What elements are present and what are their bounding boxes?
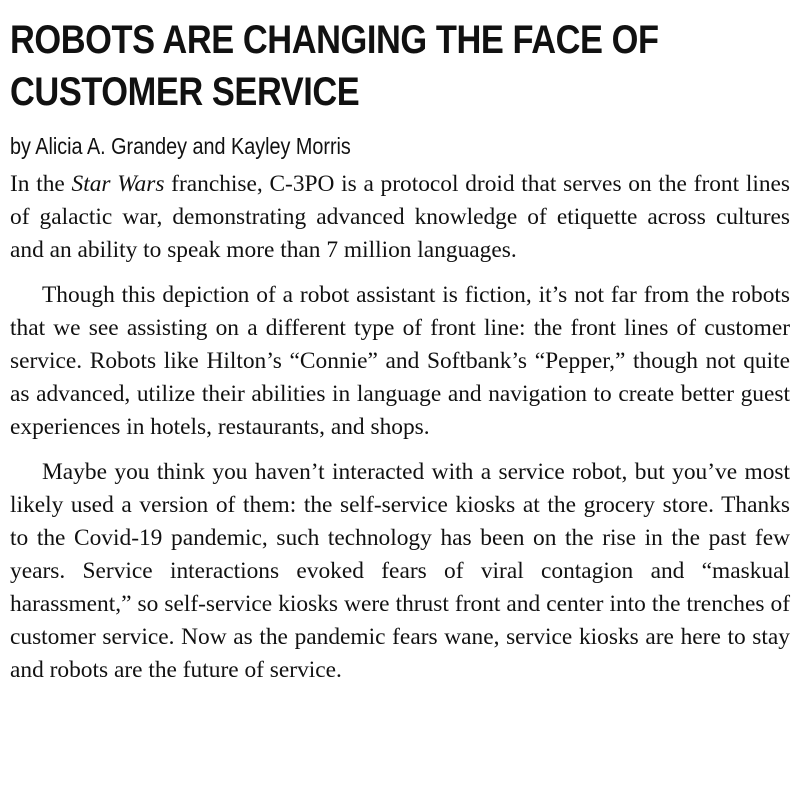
paragraph-1-lead: In the (10, 171, 72, 197)
paragraph-1-italic: Star Wars (71, 171, 165, 197)
paragraph-1-rest: franchise, C-3PO is a protocol droid that serves on the front lines of galactic war, demonstrating advanced knowledge of etiquette across cultures and an ability to speak more than 7 million languages. (10, 171, 791, 263)
article-title (10, 14, 788, 118)
title-line-2: CUSTOMER SERVICE (10, 70, 360, 114)
paragraph-1 (10, 168, 790, 267)
article (10, 14, 790, 687)
paragraph-3: Maybe you think you haven’t interacted with a service robot, but you’ve most likely used a version of them: the self-service kiosks at the grocery store. Thanks to the Covid-19 pandemic, such technology has been on the rise in the past few years. Service interactions evoked fears of viral contagion and “maskual harassment,” so self-service kiosks were thrust front and center into the trenches of customer service. Now as the pandemic fears wane, service kiosks are here to stay and robots are the future of service. (10, 459, 790, 683)
byline: by Alicia A. Grandey and Kayley Morris (10, 133, 351, 159)
title-line-1: ROBOTS ARE CHANGING THE FACE OF (10, 18, 659, 62)
paragraph-2: Though this depiction of a robot assistant is fiction, it’s not far from the robots that we see assisting on a different type of front line: the front lines of customer service. Robots like Hilton’s “Connie” and Softbank’s “Pepper,” though not quite as advanced, utilize their abilities in language and navigation to create better guest experiences in hotels, restaurants, and shops. (10, 282, 790, 440)
